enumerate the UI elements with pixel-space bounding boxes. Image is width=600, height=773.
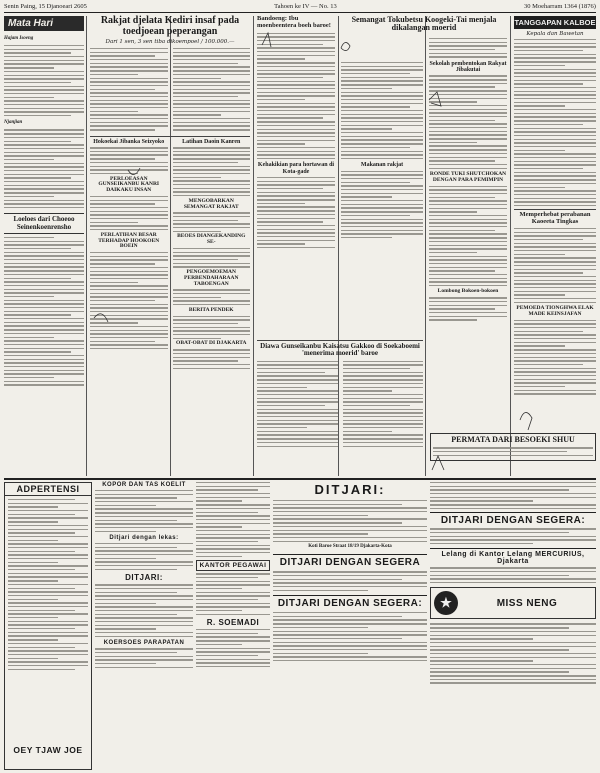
mid-column-3	[429, 38, 507, 323]
ditjari-big-title: DITJARI:	[314, 482, 386, 497]
ditjari-big-column	[273, 482, 427, 770]
headline-perlatihan: PERLATIHAN BESAR TERHADAP HOOKOEN BOEIN	[98, 231, 160, 250]
small-ads-column	[95, 482, 193, 770]
kopor-ad-title: KOPOR DAN TAS KOELIT	[102, 482, 186, 488]
djakarta-address: Koti Baroe Straat 18/19 Djakarta-Kota	[308, 544, 392, 550]
headline-mengobarkan: MENGOBARKAN SEMANGAT RAKJAT	[183, 197, 239, 210]
headline-permata: PERMATA DARI BESOEKI SHUU	[451, 435, 575, 444]
headline-perloeasan: PERLOEASAN GUNSEIKANBU KANRI DAIKAKU INSAN	[98, 175, 160, 194]
koersoes-ad-title: KOERSOES PARAPATAN	[103, 640, 185, 647]
headline-lombong: Lombong Bokoen-bokoen	[437, 288, 499, 295]
ditjari-segera-title-3: DITJARI DENGAN SEGERA:	[430, 512, 596, 526]
miss-neng-logo-icon: ★	[434, 591, 458, 615]
headline-diawa: Diawa Gunseikanbu Kaisatsu Gakkoo di Soekaboemi 'menerima moerid' baroe	[260, 342, 420, 358]
headline-ronde: RONDE TUKI SHUTCHOKAN DENGAN PARA PEMIMPIN	[429, 171, 507, 183]
headline-hokoekai: Hokoekai Jibanka Seizyoko	[93, 138, 165, 145]
headline-kehakikian: Kehakikian para hortawan di Kota-gade	[257, 162, 335, 175]
column-title-tanggapan: TANGGAPAN KALBOE	[514, 18, 596, 27]
column-title-mata-hari: Mata Hari	[4, 16, 84, 31]
lelang-title: Lelang di Kantor Lelang MERCURIUS, Djakarta	[430, 548, 596, 565]
lead-headline: Rakjat djelata Kediri insaf pada toedjoean peperangan	[100, 15, 240, 37]
soemadi-title: R. SOEMADI	[206, 618, 260, 628]
headline-makanan-rakjat: Makanan rakjat	[360, 162, 404, 169]
right-column	[514, 16, 596, 397]
section-njanjian: Njanjian	[4, 120, 23, 126]
mid-column-1	[257, 16, 335, 251]
pegawai-ads-column	[196, 482, 270, 770]
lead-story	[90, 16, 250, 371]
headline-sekolah: Sekolah pembentokan Rakyat Jibakutai	[429, 60, 507, 74]
ditjari-segera-title: DITJARI DENGAN SEGERA	[273, 554, 427, 568]
headline-latihan-daoin: Latihan Daoin Kanren	[182, 138, 241, 145]
headline-pemoeda-tionghwa: PEMOEDA TIONGHWA ELAK MADE KEINSJAFAN	[516, 305, 594, 317]
right-ads-column	[430, 482, 596, 770]
headline-obat: OBAT-OBAT DI DJAKARTA	[176, 340, 247, 347]
headline-bandoeng: Bandoeng: Ibu moenbeentera boeh baroe!	[257, 15, 331, 29]
masthead-date: Senin Paing, 15 Djanoeari 2605	[4, 3, 87, 10]
ditjari-lekas-title: Ditjari dengan lekas:	[109, 534, 179, 541]
column-byline: Kepala dan Bawetan	[526, 31, 584, 37]
oey-ad: OEY TJAW JOE	[13, 745, 83, 755]
headline-loeloes: Loeloes dari Choeoo Seinenkoenrensho	[4, 213, 84, 234]
ditjari-ad-title: DITJARI:	[125, 573, 163, 583]
headline-semangat: Semangat Tokubetsu Koogeki-Tai menjala dikalangan moerid	[351, 15, 497, 33]
masthead-hijri: 30 Moeharram 1364 (1876)	[523, 3, 596, 10]
adv-column	[4, 482, 92, 770]
headline-berita-pendek: BERITA PENDEK	[188, 306, 234, 313]
headline-memperhebat: Memperhebat perabanan Kaoeeta Tingkas	[514, 209, 596, 226]
headline-pengoemoeman: PENGOEMOEMAN PERBENDAHARAAN TABOENGAN	[184, 269, 239, 287]
permata-box	[430, 433, 596, 461]
miss-neng-title: MISS NENG	[496, 597, 558, 609]
adv-title: ADPERTENSI	[5, 483, 91, 496]
headline-beoes: BEOES DIANGEKANDING SE-	[177, 233, 246, 246]
masthead	[4, 3, 596, 13]
article-body	[4, 45, 84, 116]
kantor-pegawai-title: KANTOR PEGAWAI	[196, 560, 270, 571]
diawa-story	[257, 340, 423, 449]
ditjari-segera-title-2: DITJARI DENGAN SEGERA:	[273, 595, 427, 609]
mid-column-2	[341, 16, 423, 241]
lead-subheadline: Dari 1 sen, 3 sen tiba dikoempoel / 100.000.—	[105, 39, 235, 45]
masthead-issue: Tahoen ke IV — No. 13	[274, 3, 337, 10]
miss-neng-ad	[430, 587, 596, 619]
left-column	[4, 16, 84, 388]
semangat-story	[341, 16, 507, 33]
section-hajam-isoeng: Hajam Isoeng	[4, 36, 34, 41]
